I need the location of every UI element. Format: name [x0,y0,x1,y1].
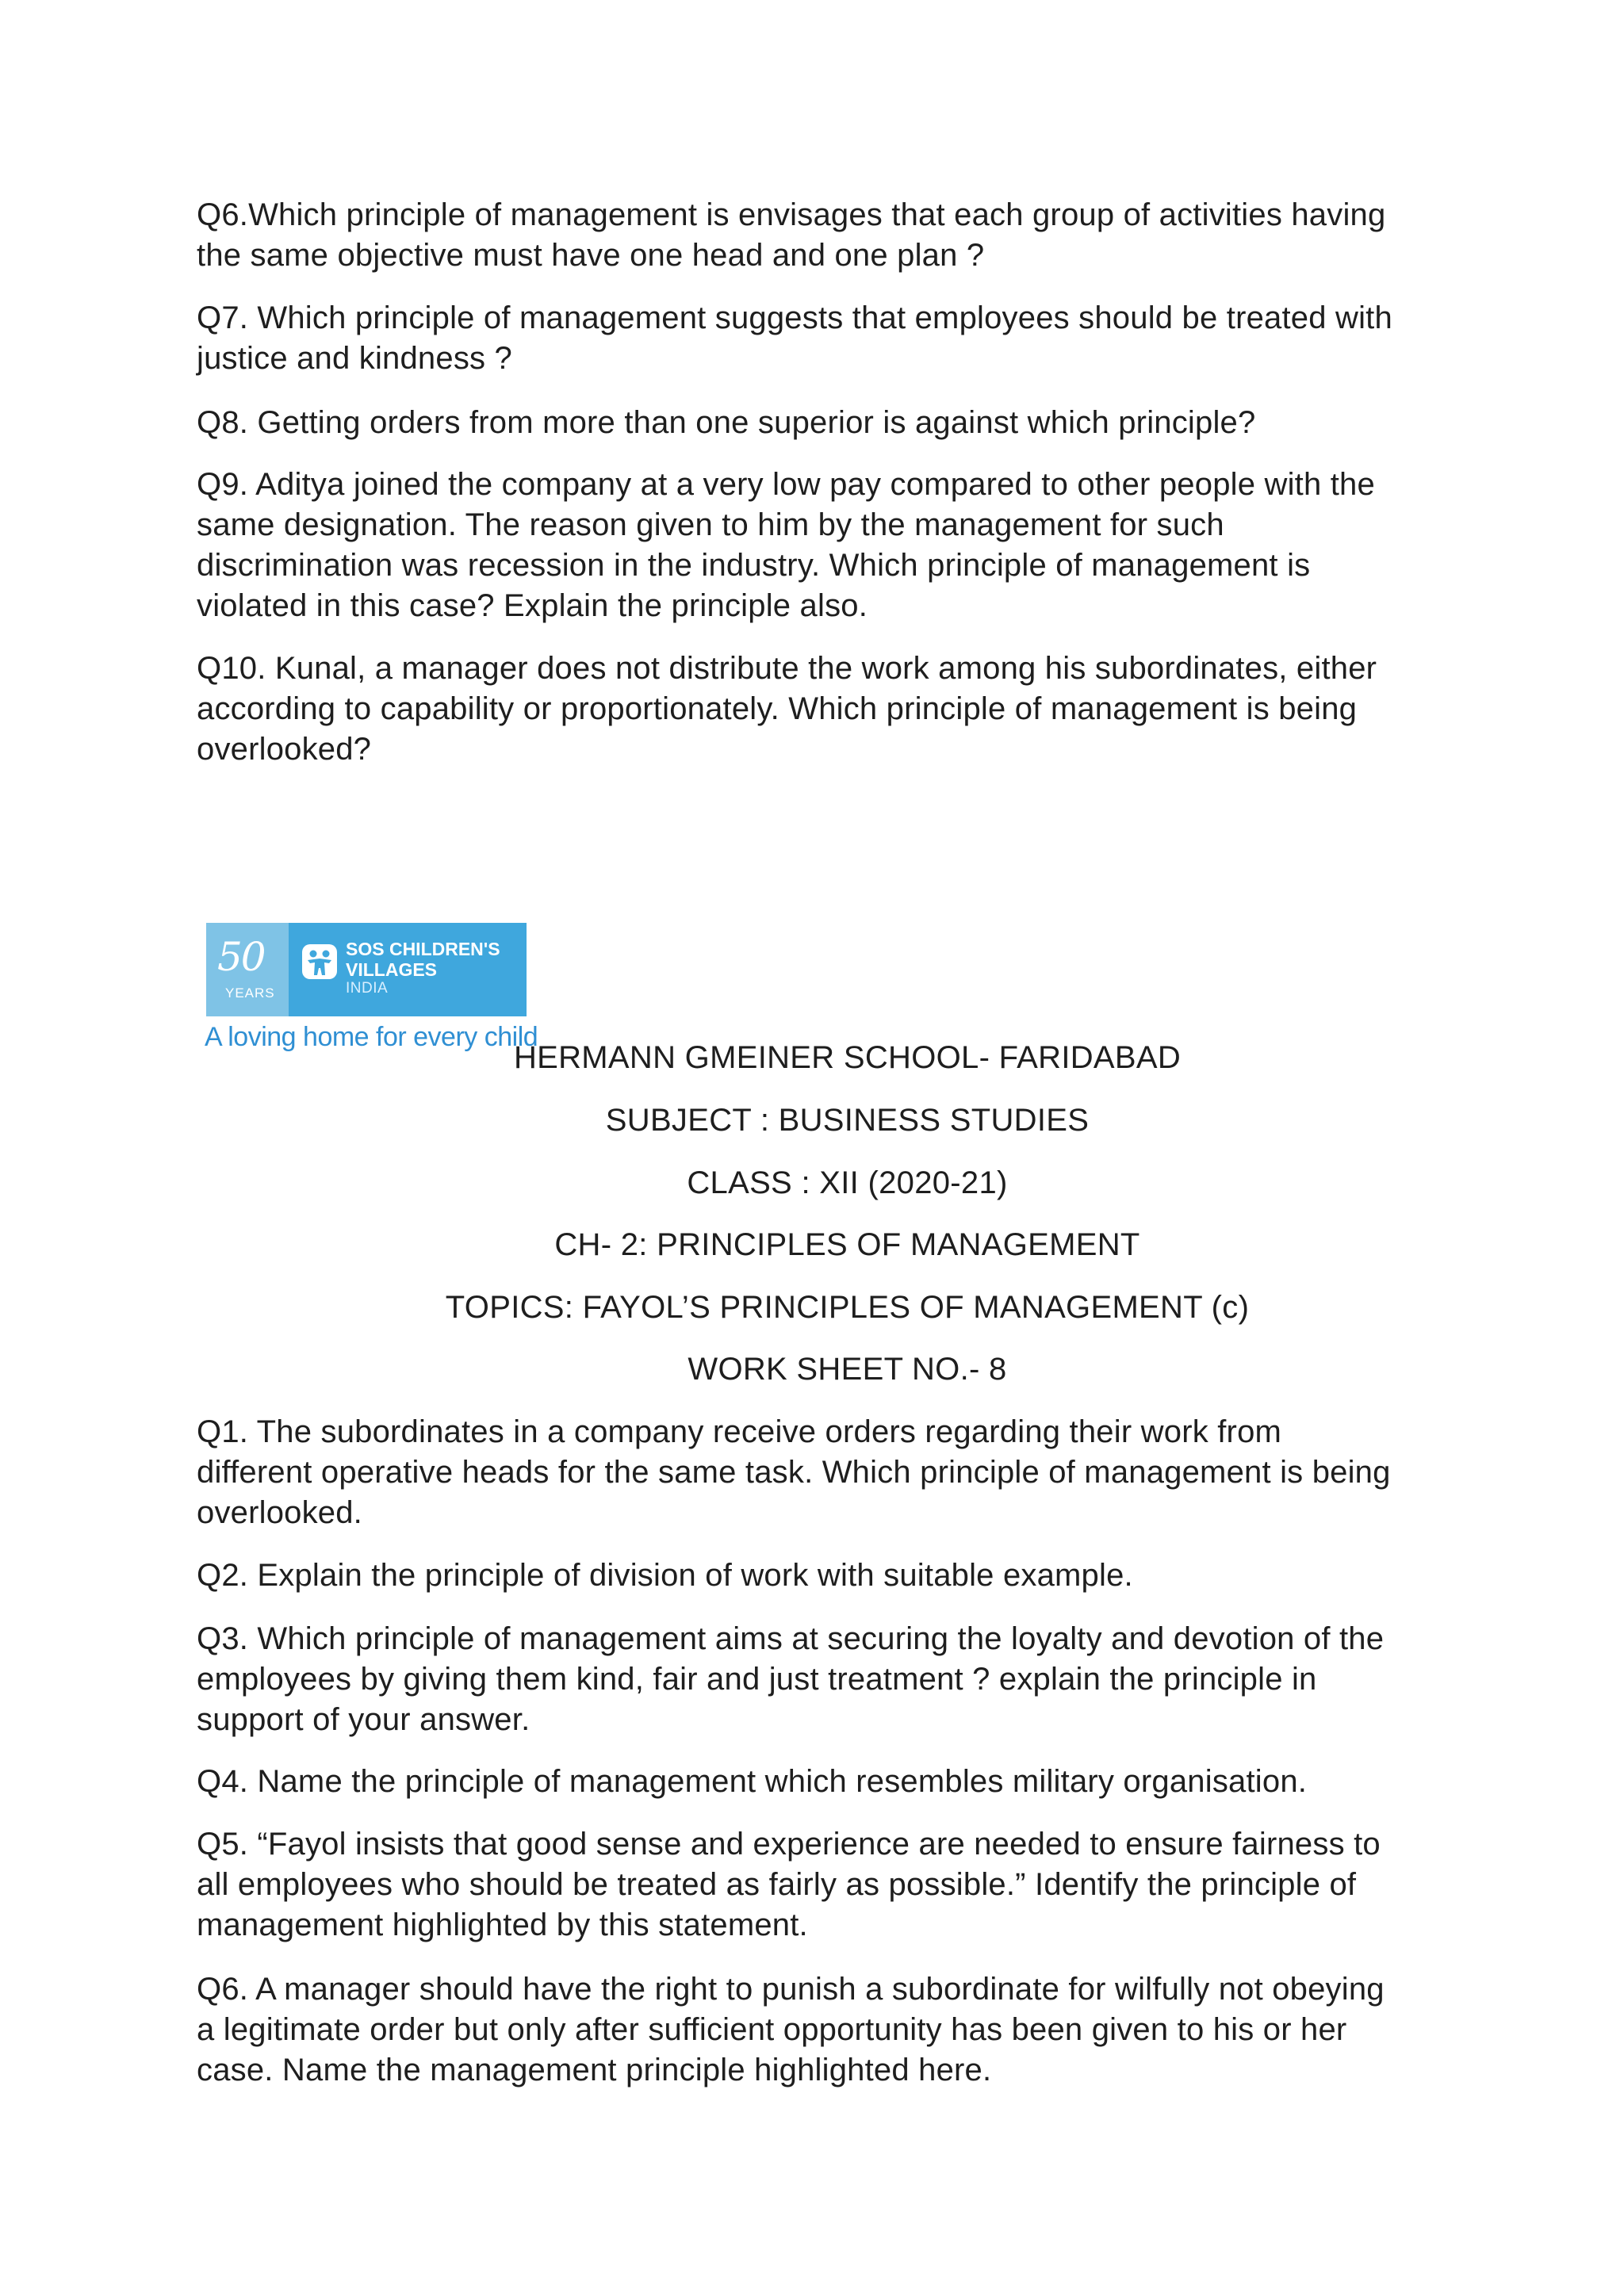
question-top-q8: Q8. Getting orders from more than one superior is against which principle? [197,405,1256,440]
question-top-q9: Q9. Aditya joined the company at a very low pay compared to other people with the same designation. The reason given to him by the management for such discrimination was recession in the industry. Which principle of management is violated in this case? Explain the principle also. [197,467,1375,623]
topics-line: TOPICS: FAYOL’S PRINCIPLES OF MANAGEMENT (c) [445,1290,1250,1325]
logo-banner [206,923,527,1016]
question-q1: Q1. The subordinates in a company receive orders regarding their work from different operative heads for the same task. Which principle of management is being overlooked. [197,1414,1391,1530]
logo-org-line2: VILLAGES [346,959,438,980]
question-q3: Q3. Which principle of management aims at securing the loyalty and devotion of the employees by giving them kind, fair and just treatment ? explain the principle in support of your answer. [197,1621,1385,1737]
question-q4: Q4. Name the principle of management which resembles military organisation. [197,1764,1308,1799]
question-top-q7: Q7. Which principle of management suggests that employees should be treated with justice and kindness ? [197,300,1392,376]
logo-org-line1: SOS CHILDREN'S [346,939,500,959]
logo-country: INDIA [346,980,389,997]
question-q5: Q5. “Fayol insists that good sense and experience are needed to ensure fairness to all employees who should be treated as fairly as possible.” Identify the principle of management highlighted by this statement. [197,1827,1381,1942]
question-top-q10: Q10. Kunal, a manager does not distribute the work among his subordinates, either according to capability or proportionately. Which principle of management is being overlooked? [197,651,1377,767]
sos-children-emblem-icon [301,943,338,980]
logo-anniversary-number: 50 [217,934,265,980]
chapter-line: CH- 2: PRINCIPLES OF MANAGEMENT [554,1227,1140,1262]
school-name: HERMANN GMEINER SCHOOL- FARIDABAD [513,1040,1182,1075]
class-line: CLASS : XII (2020-21) [687,1165,1008,1200]
logo-anniversary-panel [206,923,289,1016]
logo-anniversary-label: YEARS [225,985,275,1001]
question-q6: Q6. A manager should have the right to punish a subordinate for wilfully not obeying a legitimate order but only after sufficient opportunity has been given to his or her case. Name the management principle highlighted here. [197,1972,1385,2087]
question-q2: Q2. Explain the principle of division of work with suitable example. [197,1558,1133,1593]
worksheet-number: WORK SHEET NO.- 8 [688,1352,1007,1387]
logo-tagline: A loving home for every child [205,1022,538,1052]
subject-line: SUBJECT : BUSINESS STUDIES [605,1103,1090,1138]
question-top-q6: Q6.Which principle of management is envisages that each group of activities having the same objective must have one head and one plan ? [197,197,1386,273]
